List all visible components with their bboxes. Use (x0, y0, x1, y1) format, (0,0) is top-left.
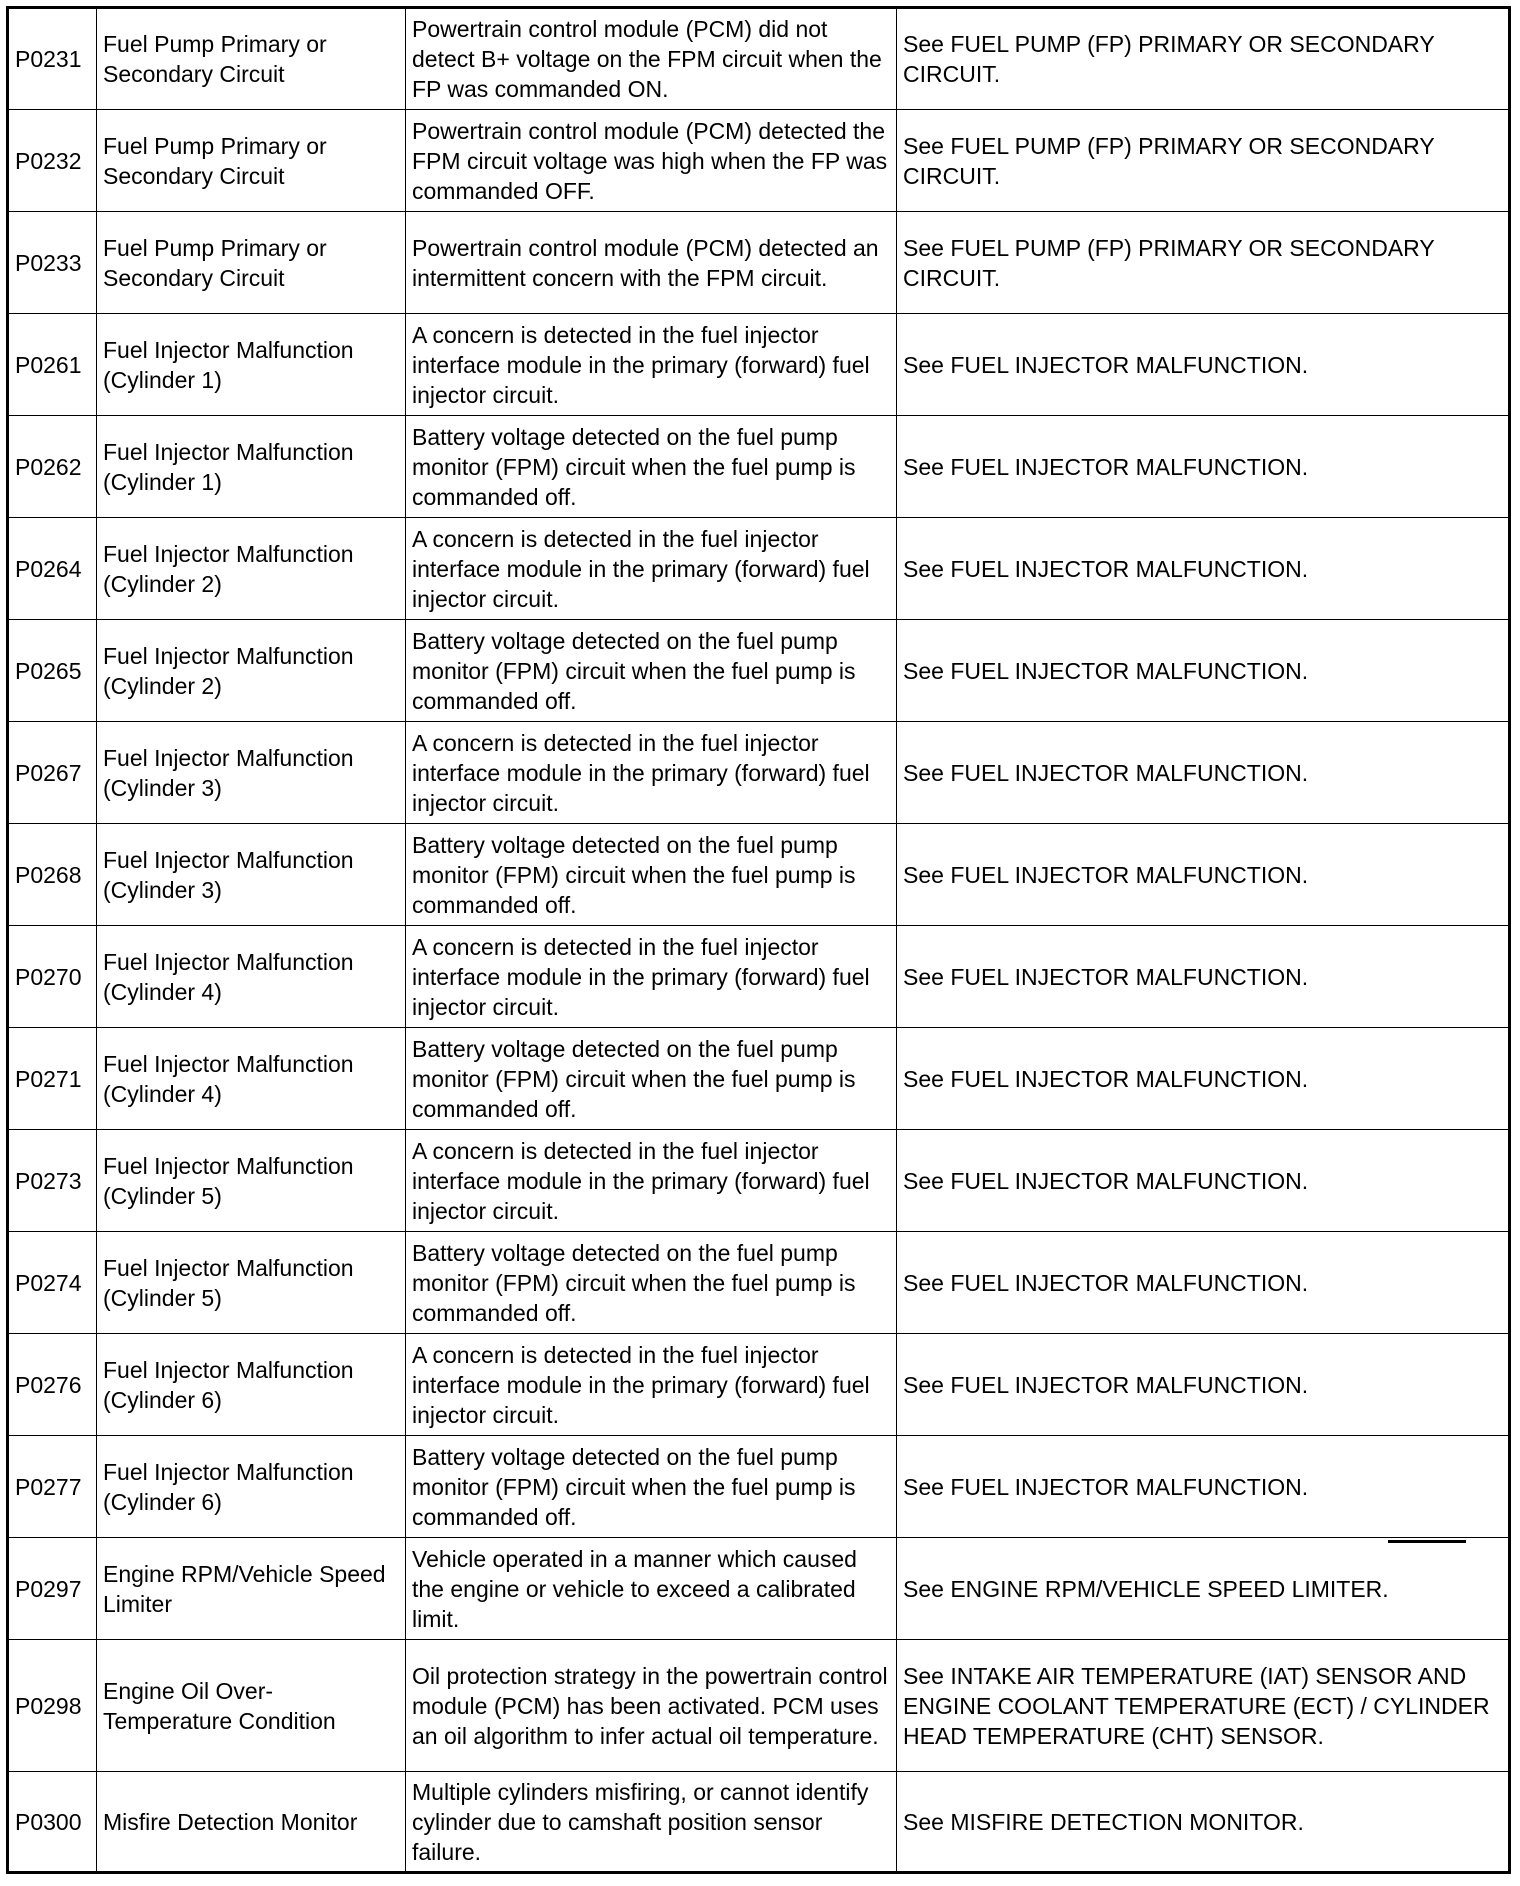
dtc-action: See ENGINE RPM/VEHICLE SPEED LIMITER. (897, 1538, 1510, 1640)
table-row (8, 212, 1510, 314)
table-row (8, 8, 1510, 110)
dtc-condition: Battery voltage detected on the fuel pump monitor (FPM) circuit when the fuel pump is commanded off. (406, 1436, 897, 1538)
dtc-condition: Battery voltage detected on the fuel pump monitor (FPM) circuit when the fuel pump is commanded off. (406, 620, 897, 722)
table-row (8, 314, 1510, 416)
dtc-code: P0297 (8, 1538, 97, 1640)
dtc-code: P0274 (8, 1232, 97, 1334)
dtc-description: Fuel Injector Malfunction (Cylinder 2) (97, 620, 406, 722)
table-row (8, 518, 1510, 620)
dtc-action: See FUEL INJECTOR MALFUNCTION. (897, 314, 1510, 416)
dtc-description: Fuel Injector Malfunction (Cylinder 3) (97, 722, 406, 824)
dtc-action: See FUEL INJECTOR MALFUNCTION. (897, 1436, 1510, 1538)
dtc-description: Fuel Injector Malfunction (Cylinder 5) (97, 1232, 406, 1334)
dtc-condition: Powertrain control module (PCM) did not detect B+ voltage on the FPM circuit when the FP was commanded ON. (406, 8, 897, 110)
dtc-description: Fuel Injector Malfunction (Cylinder 5) (97, 1130, 406, 1232)
dtc-description: Fuel Pump Primary or Secondary Circuit (97, 110, 406, 212)
dtc-description: Fuel Injector Malfunction (Cylinder 6) (97, 1436, 406, 1538)
dtc-code: P0268 (8, 824, 97, 926)
dtc-description: Fuel Injector Malfunction (Cylinder 4) (97, 926, 406, 1028)
table-row (8, 1028, 1510, 1130)
dtc-description: Fuel Injector Malfunction (Cylinder 1) (97, 314, 406, 416)
dtc-description: Fuel Injector Malfunction (Cylinder 1) (97, 416, 406, 518)
dtc-condition: Powertrain control module (PCM) detected an intermittent concern with the FPM circuit. (406, 212, 897, 314)
dtc-code: P0276 (8, 1334, 97, 1436)
dtc-code: P0271 (8, 1028, 97, 1130)
dtc-description: Misfire Detection Monitor (97, 1772, 406, 1873)
table-row (8, 824, 1510, 926)
dtc-condition: A concern is detected in the fuel injector interface module in the primary (forward) fuel injector circuit. (406, 1130, 897, 1232)
dtc-code: P0233 (8, 212, 97, 314)
dtc-code: P0262 (8, 416, 97, 518)
table-row (8, 1436, 1510, 1538)
dtc-action: See FUEL INJECTOR MALFUNCTION. (897, 926, 1510, 1028)
table-row (8, 1772, 1510, 1873)
dtc-code: P0265 (8, 620, 97, 722)
table-row (8, 722, 1510, 824)
dtc-description: Engine RPM/Vehicle Speed Limiter (97, 1538, 406, 1640)
dtc-condition: A concern is detected in the fuel injector interface module in the primary (forward) fuel injector circuit. (406, 518, 897, 620)
dtc-description: Fuel Injector Malfunction (Cylinder 6) (97, 1334, 406, 1436)
table-row (8, 1232, 1510, 1334)
dtc-description: Fuel Injector Malfunction (Cylinder 4) (97, 1028, 406, 1130)
dtc-description: Fuel Pump Primary or Secondary Circuit (97, 8, 406, 110)
dtc-action: See FUEL INJECTOR MALFUNCTION. (897, 620, 1510, 722)
table-row (8, 1640, 1510, 1772)
table-row (8, 926, 1510, 1028)
dtc-action: See FUEL PUMP (FP) PRIMARY OR SECONDARY CIRCUIT. (897, 110, 1510, 212)
dtc-action: See FUEL INJECTOR MALFUNCTION. (897, 416, 1510, 518)
dtc-condition: Powertrain control module (PCM) detected the FPM circuit voltage was high when the FP was commanded OFF. (406, 110, 897, 212)
dtc-code: P0231 (8, 8, 97, 110)
dtc-code: P0300 (8, 1772, 97, 1873)
dtc-action: See FUEL INJECTOR MALFUNCTION. (897, 518, 1510, 620)
dtc-description: Engine Oil Over-Temperature Condition (97, 1640, 406, 1772)
dtc-condition: Battery voltage detected on the fuel pump monitor (FPM) circuit when the fuel pump is commanded off. (406, 1232, 897, 1334)
dtc-condition: Vehicle operated in a manner which caused the engine or vehicle to exceed a calibrated limit. (406, 1538, 897, 1640)
dtc-action: See FUEL PUMP (FP) PRIMARY OR SECONDARY CIRCUIT. (897, 8, 1510, 110)
dtc-condition: Battery voltage detected on the fuel pump monitor (FPM) circuit when the fuel pump is commanded off. (406, 1028, 897, 1130)
dtc-condition: A concern is detected in the fuel injector interface module in the primary (forward) fuel injector circuit. (406, 926, 897, 1028)
table-row (8, 1538, 1510, 1640)
margin-rule-mark (1388, 1540, 1466, 1543)
dtc-table (6, 6, 1511, 1874)
dtc-condition: Oil protection strategy in the powertrain control module (PCM) has been activated. PCM uses an oil algorithm to infer actual oil temperature. (406, 1640, 897, 1772)
dtc-code: P0298 (8, 1640, 97, 1772)
dtc-code: P0264 (8, 518, 97, 620)
dtc-action: See MISFIRE DETECTION MONITOR. (897, 1772, 1510, 1873)
dtc-action: See FUEL PUMP (FP) PRIMARY OR SECONDARY CIRCUIT. (897, 212, 1510, 314)
dtc-action: See FUEL INJECTOR MALFUNCTION. (897, 1028, 1510, 1130)
dtc-condition: A concern is detected in the fuel injector interface module in the primary (forward) fuel injector circuit. (406, 1334, 897, 1436)
dtc-action: See FUEL INJECTOR MALFUNCTION. (897, 1334, 1510, 1436)
table-row (8, 416, 1510, 518)
dtc-code: P0261 (8, 314, 97, 416)
table-row (8, 1334, 1510, 1436)
dtc-condition: A concern is detected in the fuel injector interface module in the primary (forward) fuel injector circuit. (406, 314, 897, 416)
dtc-action: See FUEL INJECTOR MALFUNCTION. (897, 824, 1510, 926)
dtc-condition: Multiple cylinders misfiring, or cannot identify cylinder due to camshaft position sensor failure. (406, 1772, 897, 1873)
dtc-description: Fuel Pump Primary or Secondary Circuit (97, 212, 406, 314)
dtc-code: P0267 (8, 722, 97, 824)
dtc-condition: Battery voltage detected on the fuel pump monitor (FPM) circuit when the fuel pump is commanded off. (406, 416, 897, 518)
dtc-description: Fuel Injector Malfunction (Cylinder 2) (97, 518, 406, 620)
dtc-description: Fuel Injector Malfunction (Cylinder 3) (97, 824, 406, 926)
dtc-action: See FUEL INJECTOR MALFUNCTION. (897, 722, 1510, 824)
dtc-action: See FUEL INJECTOR MALFUNCTION. (897, 1232, 1510, 1334)
dtc-condition: A concern is detected in the fuel injector interface module in the primary (forward) fuel injector circuit. (406, 722, 897, 824)
dtc-code: P0273 (8, 1130, 97, 1232)
dtc-condition: Battery voltage detected on the fuel pump monitor (FPM) circuit when the fuel pump is commanded off. (406, 824, 897, 926)
dtc-action: See FUEL INJECTOR MALFUNCTION. (897, 1130, 1510, 1232)
table-row (8, 620, 1510, 722)
table-row (8, 110, 1510, 212)
dtc-code: P0270 (8, 926, 97, 1028)
dtc-code: P0232 (8, 110, 97, 212)
dtc-action: See INTAKE AIR TEMPERATURE (IAT) SENSOR AND ENGINE COOLANT TEMPERATURE (ECT) / CYLINDER HEAD TEMPERATURE (CHT) SENSOR. (897, 1640, 1510, 1772)
table-row (8, 1130, 1510, 1232)
dtc-code: P0277 (8, 1436, 97, 1538)
